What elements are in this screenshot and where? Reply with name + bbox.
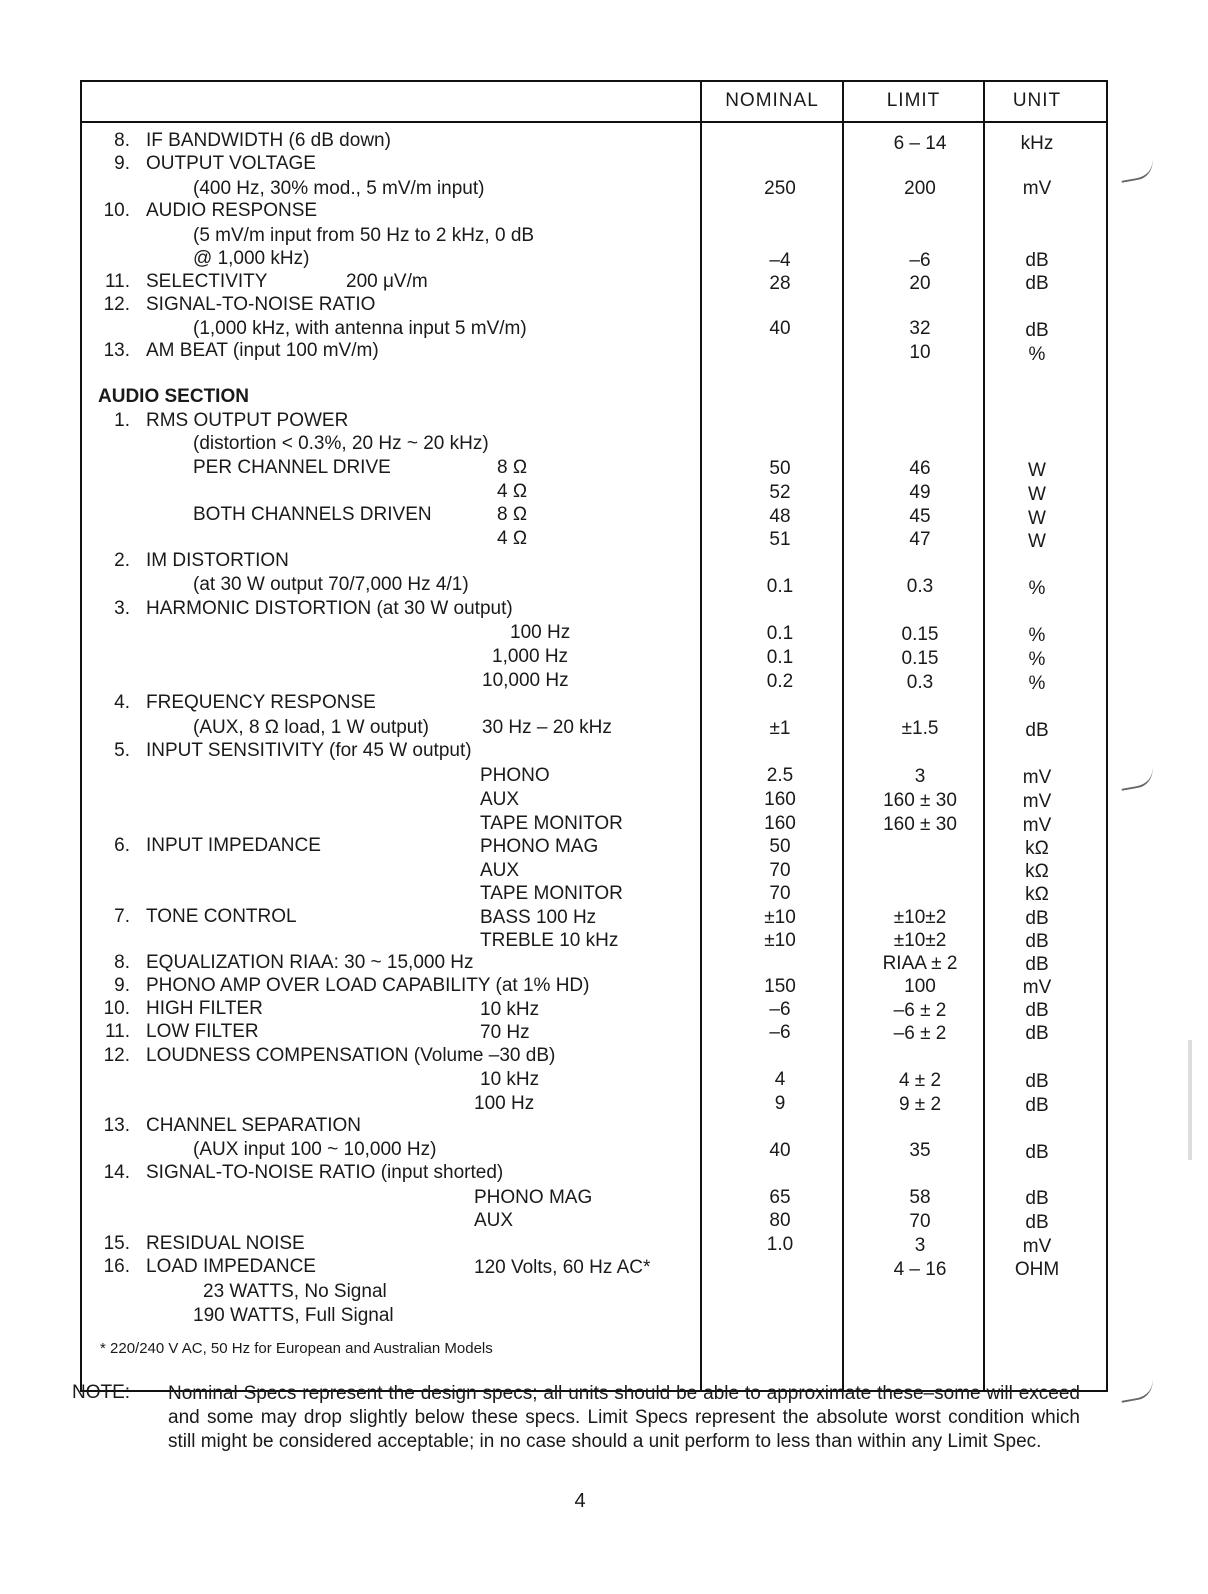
row-label: INPUT IMPEDANCE: [146, 835, 321, 856]
row-number: 13.: [103, 1115, 130, 1136]
row-label: 23 WATTS, No Signal: [203, 1281, 387, 1302]
row-label: FREQUENCY RESPONSE: [146, 692, 376, 713]
limit-value: ±10±2: [893, 907, 947, 928]
impedance-label: 4 Ω: [497, 528, 528, 549]
unit-value: dB: [1025, 1188, 1049, 1209]
nominal-value: –6: [769, 999, 791, 1020]
impedance-label: 8 Ω: [497, 457, 528, 478]
row-number: 5.: [114, 740, 130, 761]
nominal-value: 65: [769, 1187, 791, 1208]
row-label: AUDIO RESPONSE: [146, 200, 318, 221]
limit-value: –6 ± 2: [893, 1023, 947, 1044]
row-label: LOUDNESS COMPENSATION (Volume –30 dB): [146, 1045, 556, 1066]
sub-label: 100 Hz: [474, 1093, 535, 1114]
row-number: 13.: [103, 340, 130, 361]
sub-label: TREBLE 10 kHz: [480, 930, 619, 951]
unit-value: W: [1028, 508, 1046, 529]
row-number: 2.: [114, 550, 130, 571]
header-limit: LIMIT: [886, 90, 941, 111]
row-number: 4.: [114, 692, 130, 713]
limit-value: 20: [909, 273, 931, 294]
limit-value: RIAA ± 2: [882, 953, 958, 974]
unit-value: dB: [1025, 250, 1049, 271]
nominal-value: ±10: [764, 930, 796, 951]
row-label: IF BANDWIDTH (6 dB down): [146, 130, 391, 151]
row-label: (distortion < 0.3%, 20 Hz ~ 20 kHz): [193, 433, 489, 454]
unit-value: W: [1028, 484, 1046, 505]
row-label: HIGH FILTER: [146, 998, 263, 1019]
limit-value: 4 ± 2: [898, 1070, 942, 1091]
sub-label: BASS 100 Hz: [480, 907, 597, 928]
nominal-value: 50: [769, 836, 791, 857]
row-label: (AUX, 8 Ω load, 1 W output): [193, 717, 429, 738]
unit-value: dB: [1025, 720, 1049, 741]
row-number: 10.: [103, 998, 130, 1019]
unit-value: mV: [1022, 977, 1052, 998]
sub-label: 10 kHz: [480, 1069, 540, 1090]
section-title: AUDIO SECTION: [98, 386, 249, 407]
unit-value: mV: [1022, 791, 1052, 812]
limit-value: 49: [909, 482, 931, 503]
nominal-value: 0.2: [766, 671, 794, 692]
unit-value: dB: [1025, 1000, 1049, 1021]
page-edge-shadow: [1188, 1040, 1192, 1160]
limit-value: ±1.5: [901, 718, 939, 739]
nominal-value: ±1: [769, 718, 791, 739]
unit-value: kΩ: [1025, 884, 1049, 905]
nominal-value: 9: [774, 1093, 786, 1114]
limit-value: 45: [909, 506, 931, 527]
limit-value: 3: [914, 1235, 926, 1256]
nominal-value: 0.1: [766, 576, 794, 597]
row-label: @ 1,000 kHz): [193, 248, 310, 269]
unit-value: dB: [1025, 273, 1049, 294]
sub-label: 10,000 Hz: [482, 670, 569, 691]
row-number: 12.: [103, 1045, 130, 1066]
unit-value: dB: [1025, 1023, 1049, 1044]
unit-value: dB: [1025, 320, 1049, 341]
row-number: 15.: [103, 1233, 130, 1254]
row-number: 1.: [114, 410, 130, 431]
limit-value: –6: [909, 250, 931, 271]
nominal-value: 40: [769, 1140, 791, 1161]
nominal-value: 40: [769, 318, 791, 339]
row-label: TONE CONTROL: [146, 906, 297, 927]
sub-label: AUX: [480, 789, 520, 810]
nominal-value: 0.1: [766, 623, 794, 644]
nominal-value: 51: [769, 529, 791, 550]
nominal-value: 70: [769, 883, 791, 904]
sub-label: 1,000 Hz: [492, 646, 569, 667]
nominal-value: 160: [764, 789, 796, 810]
limit-value: 0.3: [906, 672, 934, 693]
impedance-label: 4 Ω: [497, 481, 528, 502]
unit-value: dB: [1025, 931, 1049, 952]
sub-label: 70 Hz: [480, 1022, 530, 1043]
sub-label: PHONO MAG: [474, 1187, 593, 1208]
page-number: 4: [574, 1490, 586, 1512]
row-label: CHANNEL SEPARATION: [146, 1115, 362, 1136]
unit-value: mV: [1022, 815, 1052, 836]
column-divider: [700, 80, 702, 1392]
limit-value: 0.15: [901, 648, 939, 669]
row-number: 11.: [104, 1021, 130, 1042]
footnote: * 220/240 V AC, 50 Hz for European and Australian Models: [100, 1340, 493, 1357]
limit-value: 46: [909, 458, 931, 479]
row-label: (400 Hz, 30% mod., 5 mV/m input): [193, 178, 485, 199]
row-number: 6.: [114, 835, 130, 856]
unit-value: dB: [1025, 1095, 1049, 1116]
limit-value: –6 ± 2: [893, 1000, 947, 1021]
row-number: 8.: [114, 952, 130, 973]
unit-value: W: [1028, 460, 1046, 481]
unit-value: %: [1028, 625, 1046, 646]
nominal-value: 28: [769, 273, 791, 294]
unit-value: kΩ: [1025, 838, 1049, 859]
row-label: RMS OUTPUT POWER: [146, 410, 349, 431]
sub-label: 30 Hz – 20 kHz: [482, 717, 612, 738]
nominal-value: 2.5: [766, 765, 794, 786]
nominal-value: 4: [774, 1069, 786, 1090]
note-label: NOTE:: [72, 1382, 131, 1403]
sub-label: AUX: [474, 1210, 514, 1231]
unit-value: dB: [1025, 954, 1049, 975]
row-label: PER CHANNEL DRIVE: [193, 457, 391, 478]
limit-value: 4 – 16: [893, 1259, 947, 1280]
limit-value: 3: [914, 766, 926, 787]
nominal-value: ±10: [764, 907, 796, 928]
unit-value: dB: [1025, 1142, 1049, 1163]
nominal-value: 160: [764, 813, 796, 834]
row-number: 8.: [114, 130, 130, 151]
row-number: 7.: [114, 906, 130, 927]
row-label: INPUT SENSITIVITY (for 45 W output): [146, 740, 472, 761]
unit-value: %: [1028, 673, 1046, 694]
sub-label: PHONO MAG: [480, 836, 599, 857]
row-label: (5 mV/m input from 50 Hz to 2 kHz, 0 dB: [193, 225, 535, 246]
nominal-value: 0.1: [766, 647, 794, 668]
row-label: SIGNAL-TO-NOISE RATIO: [146, 294, 376, 315]
limit-value: 35: [909, 1140, 931, 1161]
row-label: BOTH CHANNELS DRIVEN: [193, 504, 432, 525]
sub-label: 100 Hz: [510, 622, 571, 643]
nominal-value: 80: [769, 1210, 791, 1231]
row-label: SIGNAL-TO-NOISE RATIO (input shorted): [146, 1162, 504, 1183]
nominal-value: 250: [764, 178, 796, 199]
row-label: OUTPUT VOLTAGE: [146, 153, 316, 174]
row-label: AM BEAT (input 100 mV/m): [146, 340, 379, 361]
sub-label: 10 kHz: [480, 999, 540, 1020]
sub-label: 120 Volts, 60 Hz AC*: [474, 1257, 651, 1278]
row-number: 9.: [114, 975, 130, 996]
impedance-label: 8 Ω: [497, 504, 528, 525]
row-label: (at 30 W output 70/7,000 Hz 4/1): [193, 574, 469, 595]
limit-value: 160 ± 30: [883, 790, 957, 811]
limit-value: 0.3: [906, 576, 934, 597]
row-label: (AUX input 100 ~ 10,000 Hz): [193, 1139, 437, 1160]
nominal-value: 52: [769, 482, 791, 503]
header-divider: [80, 121, 1108, 123]
row-label: IM DISTORTION: [146, 550, 289, 571]
row-label: SELECTIVITY: [146, 271, 268, 292]
binding-hole-mark: [1119, 1379, 1156, 1403]
limit-value: 32: [909, 318, 931, 339]
unit-value: %: [1028, 578, 1046, 599]
nominal-value: 1.0: [766, 1234, 794, 1255]
limit-value: 160 ± 30: [883, 814, 957, 835]
unit-value: dB: [1025, 1071, 1049, 1092]
nominal-value: –6: [769, 1022, 791, 1043]
row-label: RESIDUAL NOISE: [146, 1233, 305, 1254]
limit-value: 10: [909, 342, 931, 363]
unit-value: mV: [1022, 178, 1052, 199]
unit-value: mV: [1022, 767, 1052, 788]
row-number: 10.: [103, 200, 130, 221]
unit-value: dB: [1025, 1212, 1049, 1233]
limit-value: 200: [904, 178, 936, 199]
row-label: LOW FILTER: [146, 1021, 259, 1042]
limit-value: 70: [909, 1211, 931, 1232]
limit-value: 6 – 14: [893, 133, 947, 154]
sub-label: TAPE MONITOR: [480, 813, 623, 834]
nominal-value: –4: [769, 250, 791, 271]
limit-value: 9 ± 2: [898, 1094, 942, 1115]
limit-value: 47: [909, 529, 931, 550]
limit-value: 100: [904, 976, 936, 997]
unit-value: kHz: [1020, 133, 1054, 154]
note-text: Nominal Specs represent the design specs; all units should be able to approximate these–some will exceed and some may drop slightly below these specs. Limit Specs represent the absolute worst condition which still might be considered acceptable; in no case should a unit perform to less than within any Limit Spec.: [168, 1383, 1080, 1452]
unit-value: dB: [1025, 908, 1049, 929]
row-number: 3.: [114, 598, 130, 619]
row-label: HARMONIC DISTORTION (at 30 W output): [146, 598, 513, 619]
row-number: 16.: [103, 1256, 130, 1277]
unit-value: W: [1028, 531, 1046, 552]
sub-label: PHONO: [480, 765, 550, 786]
header-nominal: NOMINAL: [725, 90, 819, 111]
row-number: 14.: [103, 1162, 130, 1183]
unit-value: OHM: [1014, 1259, 1060, 1280]
nominal-value: 70: [769, 860, 791, 881]
limit-value: 0.15: [901, 624, 939, 645]
limit-value: 58: [909, 1187, 931, 1208]
binding-hole-mark: [1119, 159, 1156, 183]
row-label: PHONO AMP OVER LOAD CAPABILITY (at 1% HD): [146, 975, 590, 996]
binding-hole-mark: [1119, 767, 1156, 791]
nominal-value: 50: [769, 458, 791, 479]
sub-label: AUX: [480, 860, 520, 881]
row-label: 190 WATTS, Full Signal: [193, 1305, 394, 1326]
row-extra: 200 μV/m: [346, 271, 428, 292]
row-label: LOAD IMPEDANCE: [146, 1256, 316, 1277]
sub-label: TAPE MONITOR: [480, 883, 623, 904]
unit-value: mV: [1022, 1236, 1052, 1257]
nominal-value: 48: [769, 506, 791, 527]
unit-value: %: [1028, 649, 1046, 670]
row-number: 12.: [103, 294, 130, 315]
unit-value: %: [1028, 344, 1046, 365]
row-label: EQUALIZATION RIAA: 30 ~ 15,000 Hz: [146, 952, 474, 973]
nominal-value: 150: [764, 976, 796, 997]
row-number: 9.: [114, 153, 130, 174]
row-label: (1,000 kHz, with antenna input 5 mV/m): [193, 318, 527, 339]
header-unit: UNIT: [1012, 90, 1062, 111]
unit-value: kΩ: [1025, 861, 1049, 882]
row-number: 11.: [104, 271, 130, 292]
limit-value: ±10±2: [893, 930, 947, 951]
